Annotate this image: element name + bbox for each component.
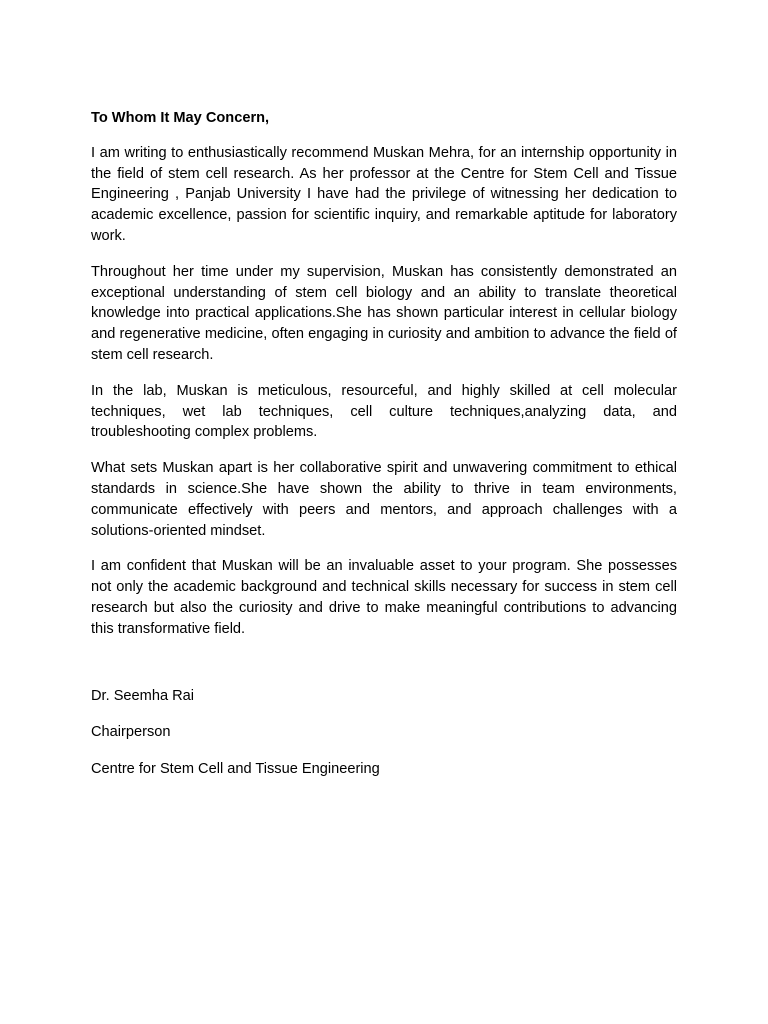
signatory-department: Centre for Stem Cell and Tissue Engineering [91, 760, 380, 777]
signatory-title: Chairperson [91, 724, 171, 741]
paragraph-supervision: Throughout her time under my supervision, Muskan has consistently demonstrated an exceptional understanding of stem cell biology and an ability to translate theoretical knowledge into practical applications.She has shown particular interest in cellular biology and regenerative medicine, often engaging in curiosity and ambition to advance the field of stem cell research. [91, 263, 677, 363]
salutation: To Whom It May Concern, [91, 110, 270, 126]
letter-body [91, 108, 677, 655]
paragraph-introduction: I am writing to enthusiastically recommend Muskan Mehra, for an internship opportunity in the field of stem cell research. As her professor at the Centre for Stem Cell and Tissue Engineering , Panjab University I have had the privilege of witnessing her dedication to academic excellence, passion for scientific inquiry, and remarkable aptitude for laboratory work. [91, 144, 677, 244]
signature-block [91, 686, 677, 795]
signatory-name: Dr. Seemha Rai [91, 688, 195, 704]
paragraph-conclusion: I am confident that Muskan will be an invaluable asset to your program. She possesses not only the academic background and technical skills necessary for success in stem cell research but also the curiosity and drive to make meaningful contributions to advancing this transformative field. [91, 558, 677, 637]
paragraph-collaboration: What sets Muskan apart is her collaborative spirit and unwavering commitment to ethical standards in science.She have shown the ability to thrive in team environments, communicate effectively with peers and mentors, and approach challenges with a solutions-oriented mindset. [91, 460, 677, 539]
paragraph-lab-skills: In the lab, Muskan is meticulous, resourceful, and highly skilled at cell molecular techniques, wet lab techniques, cell culture techniques,analyzing data, and troubleshooting complex problems. [91, 382, 677, 441]
